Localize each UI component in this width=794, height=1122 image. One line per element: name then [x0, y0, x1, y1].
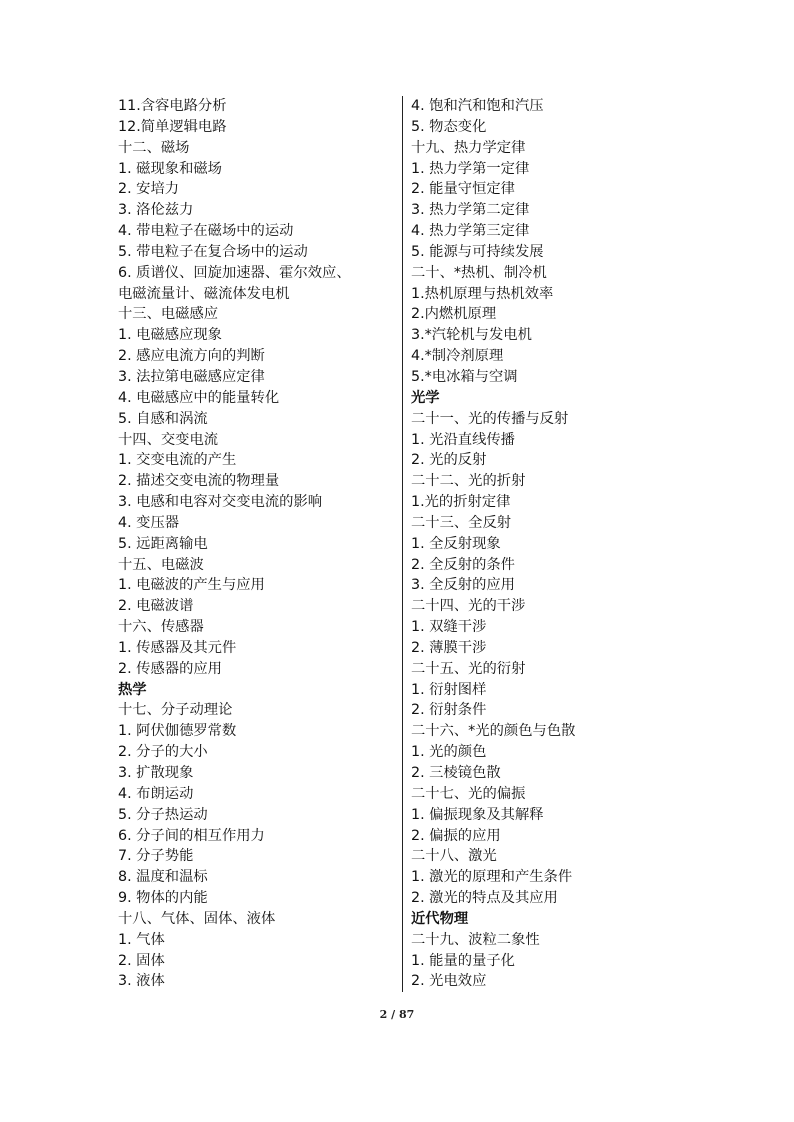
- outline-line: 11.含容电路分析: [118, 98, 227, 114]
- outline-line: 2. 电磁波谱: [118, 598, 194, 615]
- outline-line: 2. 固体: [118, 952, 165, 969]
- outline-line: 2. 激光的特点及其应用: [411, 890, 558, 907]
- outline-line: 5. 自感和涡流: [118, 410, 208, 427]
- outline-line: 2. 衍射条件: [411, 702, 487, 719]
- outline-line: 2. 传感器的应用: [118, 660, 222, 677]
- outline-line: 2. 安培力: [118, 181, 180, 198]
- outline-line: 二十、*热机、制冷机: [411, 264, 547, 281]
- section-heading: 光学: [411, 389, 440, 406]
- outline-line: 2. 光的反射: [411, 452, 487, 469]
- outline-line: 3. 液体: [118, 973, 165, 990]
- outline-line: 2. 能量守恒定律: [411, 181, 515, 198]
- outline-line: 二十二、光的折射: [411, 473, 526, 490]
- outline-line: 十四、交变电流: [118, 431, 219, 448]
- outline-line: 1. 电磁感应现象: [118, 327, 222, 344]
- outline-line: 1. 热力学第一定律: [411, 160, 530, 177]
- outline-line: 12.简单逻辑电路: [118, 118, 227, 135]
- outline-line: 4. 带电粒子在磁场中的运动: [118, 223, 294, 240]
- outline-line: 2. 薄膜干涉: [411, 639, 487, 656]
- outline-line: 2. 全反射的条件: [411, 556, 515, 573]
- outline-line: 4. 变压器: [118, 514, 180, 531]
- outline-line: 二十六、*光的颜色与色散: [411, 723, 576, 740]
- outline-line: 4. 布朗运动: [118, 785, 194, 802]
- outline-line: 1.热机原理与热机效率: [411, 285, 554, 302]
- outline-line: 十三、电磁感应: [118, 306, 219, 323]
- outline-line: 3. 电感和电容对交变电流的影响: [118, 494, 323, 511]
- left-column: [118, 96, 396, 992]
- outline-line: 9. 物体的内能: [118, 890, 208, 907]
- outline-line: 6. 质谱仪、回旋加速器、霍尔效应、: [118, 264, 351, 281]
- outline-line: 5. 带电粒子在复合场中的运动: [118, 243, 308, 260]
- outline-line: 十六、传感器: [118, 619, 204, 636]
- outline-line: 3. 法拉第电磁感应定律: [118, 368, 265, 385]
- outline-line: 4. 热力学第三定律: [411, 223, 530, 240]
- outline-line: 2. 分子的大小: [118, 744, 208, 761]
- outline-line: 7. 分子势能: [118, 848, 194, 865]
- outline-line: 1. 能量的量子化: [411, 952, 515, 969]
- column-divider: [402, 96, 403, 992]
- outline-line: 1. 光的颜色: [411, 744, 487, 761]
- outline-line: 5. 能源与可持续发展: [411, 243, 544, 260]
- outline-line: 3. 扩散现象: [118, 765, 194, 781]
- outline-line: 十八、气体、固体、液体: [118, 910, 276, 927]
- outline-line: 3. 热力学第二定律: [411, 202, 530, 219]
- outline-line: 1. 偏振现象及其解释: [411, 806, 544, 823]
- right-column: [411, 96, 711, 992]
- outline-line: 十二、磁场: [118, 139, 190, 156]
- outline-line: 1. 交变电流的产生: [118, 452, 237, 469]
- outline-line: 5. 远距离输电: [118, 535, 208, 552]
- outline-line: 3.*汽轮机与发电机: [411, 327, 532, 344]
- outline-line: 2. 三棱镜色散: [411, 765, 501, 781]
- outline-line: 5. 分子热运动: [118, 806, 208, 823]
- outline-line: 2. 感应电流方向的判断: [118, 348, 265, 365]
- outline-line: 十五、电磁波: [118, 556, 204, 573]
- outline-line: 5. 物态变化: [411, 118, 487, 135]
- outline-line: 4. 电磁感应中的能量转化: [118, 389, 280, 406]
- outline-line: 1. 衍射图样: [411, 681, 487, 698]
- outline-line: 二十三、全反射: [411, 514, 512, 531]
- outline-line: 1. 双缝干涉: [411, 619, 487, 636]
- outline-line: 二十九、波粒二象性: [411, 931, 540, 948]
- outline-line: 二十一、光的传播与反射: [411, 410, 569, 427]
- outline-line: 1.光的折射定律: [411, 494, 511, 511]
- outline-line: 电磁流量计、磁流体发电机: [118, 285, 290, 302]
- outline-line: 1. 光沿直线传播: [411, 431, 515, 448]
- outline-line: 二十五、光的衍射: [411, 660, 526, 677]
- outline-line: 2.内燃机原理: [411, 306, 497, 323]
- outline-line: 二十七、光的偏振: [411, 785, 526, 802]
- outline-line: 十七、分子动理论: [118, 702, 233, 719]
- outline-line: 3. 洛伦兹力: [118, 202, 194, 219]
- outline-line: 6. 分子间的相互作用力: [118, 827, 265, 844]
- section-heading: 热学: [118, 681, 147, 698]
- outline-line: 1. 激光的原理和产生条件: [411, 869, 573, 886]
- outline-line: 1. 阿伏伽德罗常数: [118, 723, 237, 740]
- outline-line: 1. 气体: [118, 931, 165, 948]
- page-number: 2 / 87: [379, 1008, 415, 1021]
- outline-line: 2. 光电效应: [411, 973, 487, 990]
- outline-line: 1. 全反射现象: [411, 535, 501, 552]
- section-heading: 近代物理: [411, 910, 469, 927]
- outline-line: 5.*电冰箱与空调: [411, 368, 518, 385]
- outline-line: 2. 偏振的应用: [411, 827, 501, 844]
- outline-line: 十九、热力学定律: [411, 139, 526, 156]
- outline-line: 3. 全反射的应用: [411, 577, 515, 594]
- outline-line: 2. 描述交变电流的物理量: [118, 473, 280, 490]
- outline-line: 4.*制冷剂原理: [411, 348, 504, 365]
- outline-line: 4. 饱和汽和饱和汽压: [411, 98, 544, 114]
- outline-line: 二十八、激光: [411, 848, 497, 865]
- outline-line: 1. 电磁波的产生与应用: [118, 577, 265, 594]
- outline-line: 二十四、光的干涉: [411, 598, 526, 615]
- outline-line: 8. 温度和温标: [118, 869, 208, 886]
- outline-line: 1. 磁现象和磁场: [118, 160, 222, 177]
- outline-line: 1. 传感器及其元件: [118, 639, 237, 656]
